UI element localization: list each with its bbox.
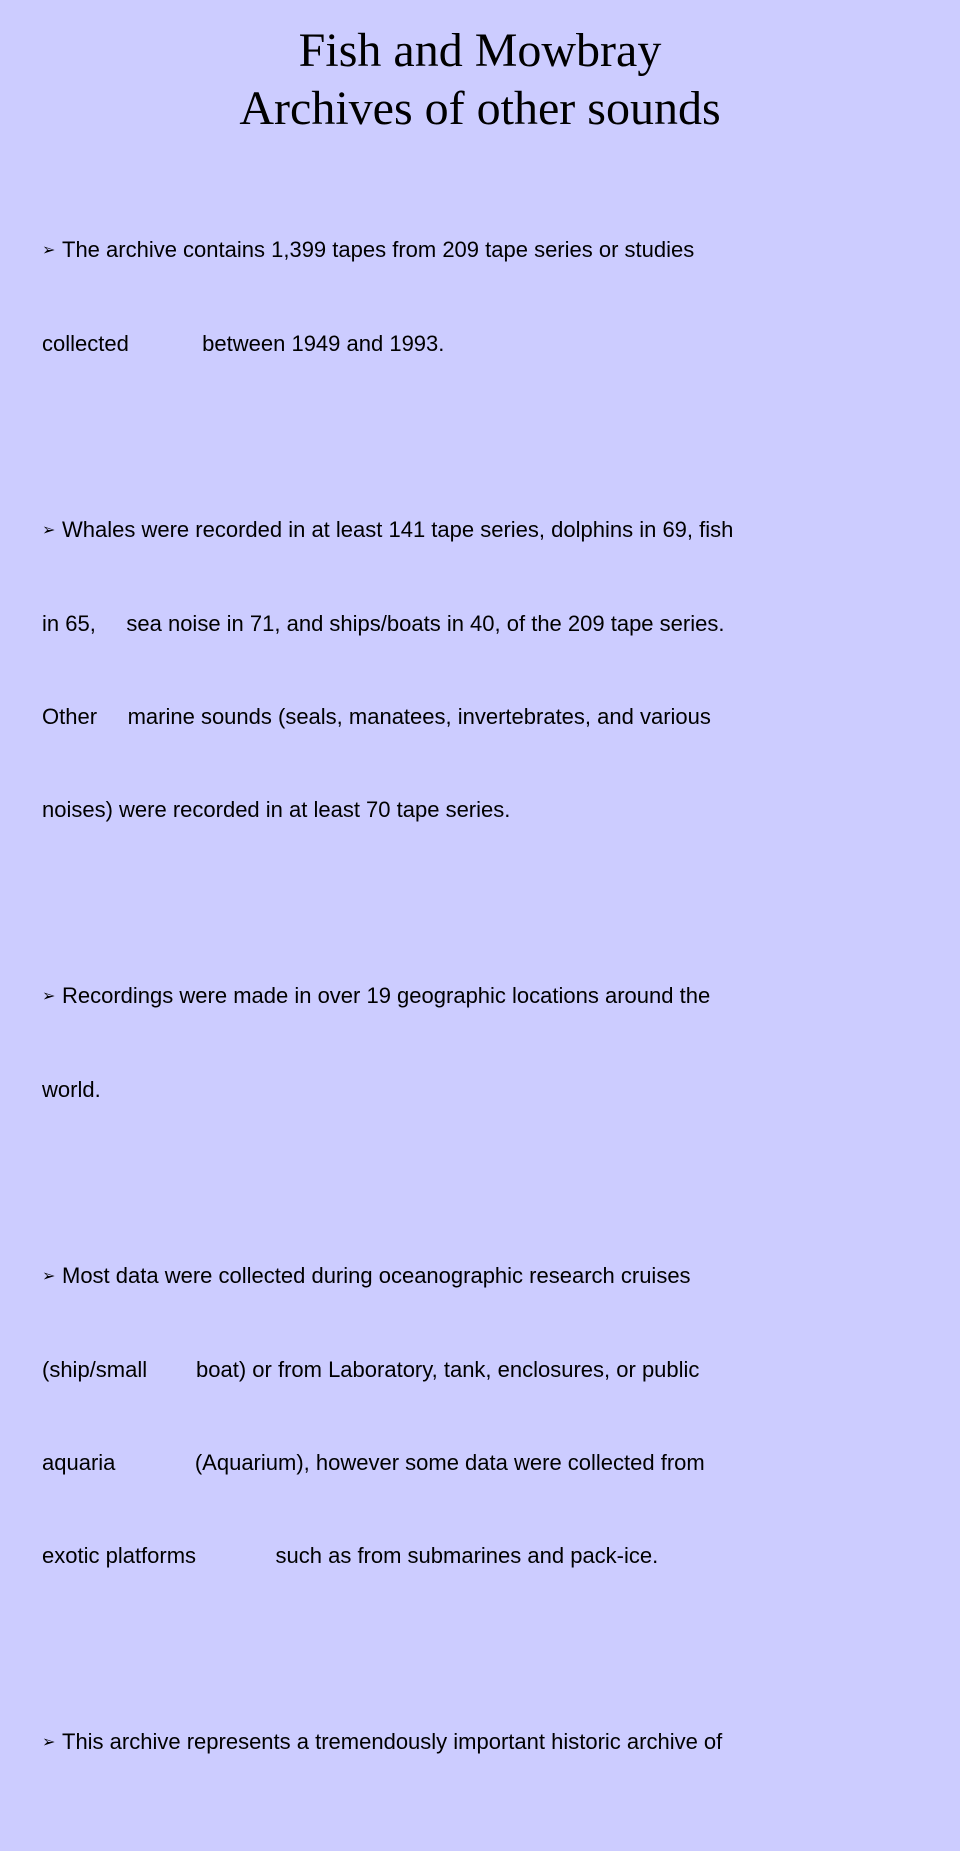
paragraph-line: noises) were recorded in at least 70 tape series. — [42, 797, 511, 822]
paragraph-line: world. — [42, 1077, 101, 1102]
bullet-paragraph — [42, 452, 942, 887]
bullet-paragraph — [42, 172, 942, 421]
paragraph-line: ➢ Recordings were made in over 19 geographic locations around the — [42, 980, 942, 1012]
slide-body — [42, 172, 942, 1851]
paragraph-line: in 65, sea noise in 71, and ships/boats in 40, of the 209 tape series. — [42, 611, 725, 636]
paragraph-line: collected between 1949 and 1993. — [42, 331, 445, 356]
arrow-bullet-icon: ➢ — [42, 988, 56, 1005]
arrow-bullet-icon: ➢ — [42, 522, 56, 539]
paragraph-line: ➢ Most data were collected during oceanographic research cruises — [42, 1260, 942, 1292]
paragraph-line: exotic platforms such as from submarines and pack-ice. — [42, 1543, 659, 1568]
paragraph-line: ➢ This archive represents a tremendously important historic archive of — [42, 1726, 942, 1758]
paragraph-line: ➢ Whales were recorded in at least 141 tape series, dolphins in 69, fish — [42, 514, 942, 546]
paragraph-line: ➢ The archive contains 1,399 tapes from 209 tape series or studies — [42, 234, 942, 266]
arrow-bullet-icon: ➢ — [42, 242, 56, 259]
paragraph-line: aquaria (Aquarium), however some data were collected from — [42, 1450, 705, 1475]
paragraph-line: (ship/small boat) or from Laboratory, tank, enclosures, or public — [42, 1357, 700, 1382]
arrow-bullet-icon: ➢ — [42, 1268, 56, 1285]
bullet-paragraph — [42, 1664, 942, 1820]
bullet-paragraph — [42, 918, 942, 1167]
paragraph-line: Other marine sounds (seals, manatees, invertebrates, and various — [42, 704, 711, 729]
title-line-1: Fish and Mowbray — [298, 24, 662, 77]
title-line-2: Archives of other sounds — [239, 82, 721, 135]
slide-title — [0, 22, 960, 138]
arrow-bullet-icon: ➢ — [42, 1734, 56, 1751]
bullet-paragraph — [42, 1198, 942, 1633]
